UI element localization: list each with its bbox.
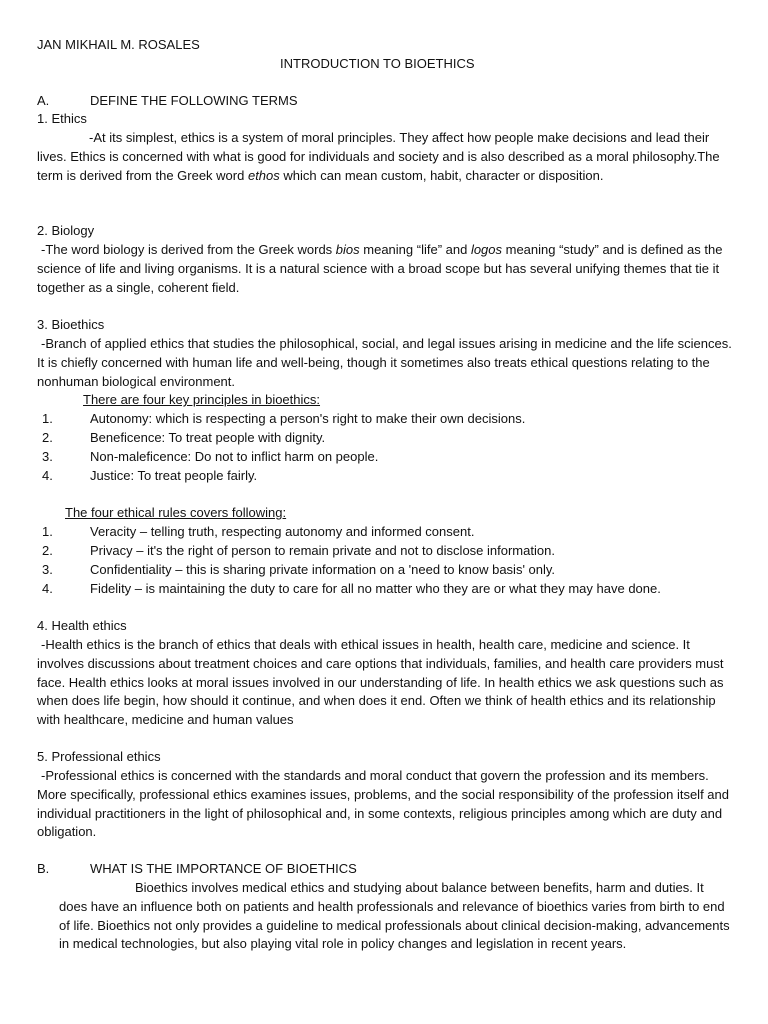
health-ethics-heading: 4. Health ethics <box>37 618 127 633</box>
biology-heading: 2. Biology <box>37 223 95 238</box>
ethics-heading: 1. Ethics <box>37 111 87 126</box>
bioethics-heading: 3. Bioethics <box>37 317 105 332</box>
bios-term: bios <box>335 242 360 257</box>
list-item: 3. Non-maleficence: Do not to inflict harm on people. <box>42 449 379 464</box>
list-item: 4. Justice: To treat people fairly. <box>42 468 258 483</box>
list-item: 1. Veracity – telling truth, respecting autonomy and informed consent. <box>42 524 475 539</box>
section-b-letter: B. <box>37 861 50 876</box>
list-item: 2. Beneficence: To treat people with dignity. <box>42 430 326 445</box>
section-a-title: DEFINE THE FOLLOWING TERMS <box>90 93 298 108</box>
health-ethics-definition: -Health ethics is the branch of ethics that deals with ethical issues in health, health care, medicine and science. It involves discussions about treatment choices and care options that individuals, families, and health care providers must face. Health ethics looks at moral issues involved in our understanding of life. In health ethics we ask questions such as when does life begin, how should it continue, and when does it end. Often we think of health ethics and its relationship with healthcare, medicine and human values <box>37 637 724 728</box>
ethos-term: ethos <box>247 167 280 183</box>
section-b-heading <box>37 860 357 878</box>
document-title: INTRODUCTION TO BIOETHICS <box>280 56 475 71</box>
professional-ethics-definition: -Professional ethics is concerned with the standards and moral conduct that govern the profession and its members. More specifically, professional ethics examines issues, problems, and the social responsibility of the profession itself and individual practitioners in the light of philosophical and, in some contexts, religious principles among which are duty and obligation. <box>37 768 729 840</box>
importance-paragraph: Bioethics involves medical ethics and studying about balance between benefits, harm and duties. It does have an influence both on patients and health professionals and relevance of bioethics varies from birth to end of life. Bioethics not only provides a guideline to medical professionals about clinical decision-making, advancements in medical technologies, but also playing vital role in policy changes and legislation in recent years. <box>59 880 730 952</box>
biology-definition: -The word biology is derived from the Greek words bios meaning “life” and logos meaning “study” and is defined as the science of life and living organisms. It is a natural science with a broad scope but has several unifying themes that tie it together as a single, coherent field. <box>37 242 723 295</box>
section-a-letter: A. <box>37 93 50 108</box>
list-item: 3. Confidentiality – this is sharing private information on a 'need to know basis' only. <box>42 562 556 577</box>
rules-intro: The four ethical rules covers following: <box>65 505 287 520</box>
principles-intro: There are four key principles in bioethics: <box>83 392 321 407</box>
professional-ethics-heading: 5. Professional ethics <box>37 749 161 764</box>
list-item: 1. Autonomy: which is respecting a person's right to make their own decisions. <box>42 411 526 426</box>
logos-term: logos <box>470 242 503 257</box>
section-a-heading <box>37 92 298 110</box>
list-item: 2. Privacy – it's the right of person to remain private and not to disclose information. <box>42 543 555 558</box>
ethics-definition: -At its simplest, ethics is a system of moral principles. They affect how people make decisions and lead their lives. Ethics is concerned with what is good for individuals and society and is also described as a moral philosophy.The term is derived from the Greek word ethos which can mean custom, habit, character or disposition. <box>37 130 720 183</box>
section-b-title: WHAT IS THE IMPORTANCE OF BIOETHICS <box>90 861 357 876</box>
list-item: 4. Fidelity – is maintaining the duty to care for all no matter who they are or what they may have done. <box>42 581 661 596</box>
author-name: JAN MIKHAIL M. ROSALES <box>37 37 200 52</box>
bioethics-definition: -Branch of applied ethics that studies the philosophical, social, and legal issues arising in medicine and the life sciences. It is chiefly concerned with human life and well-being, though it sometimes also treats ethical questions relating to the nonhuman biological environment. <box>37 336 732 389</box>
